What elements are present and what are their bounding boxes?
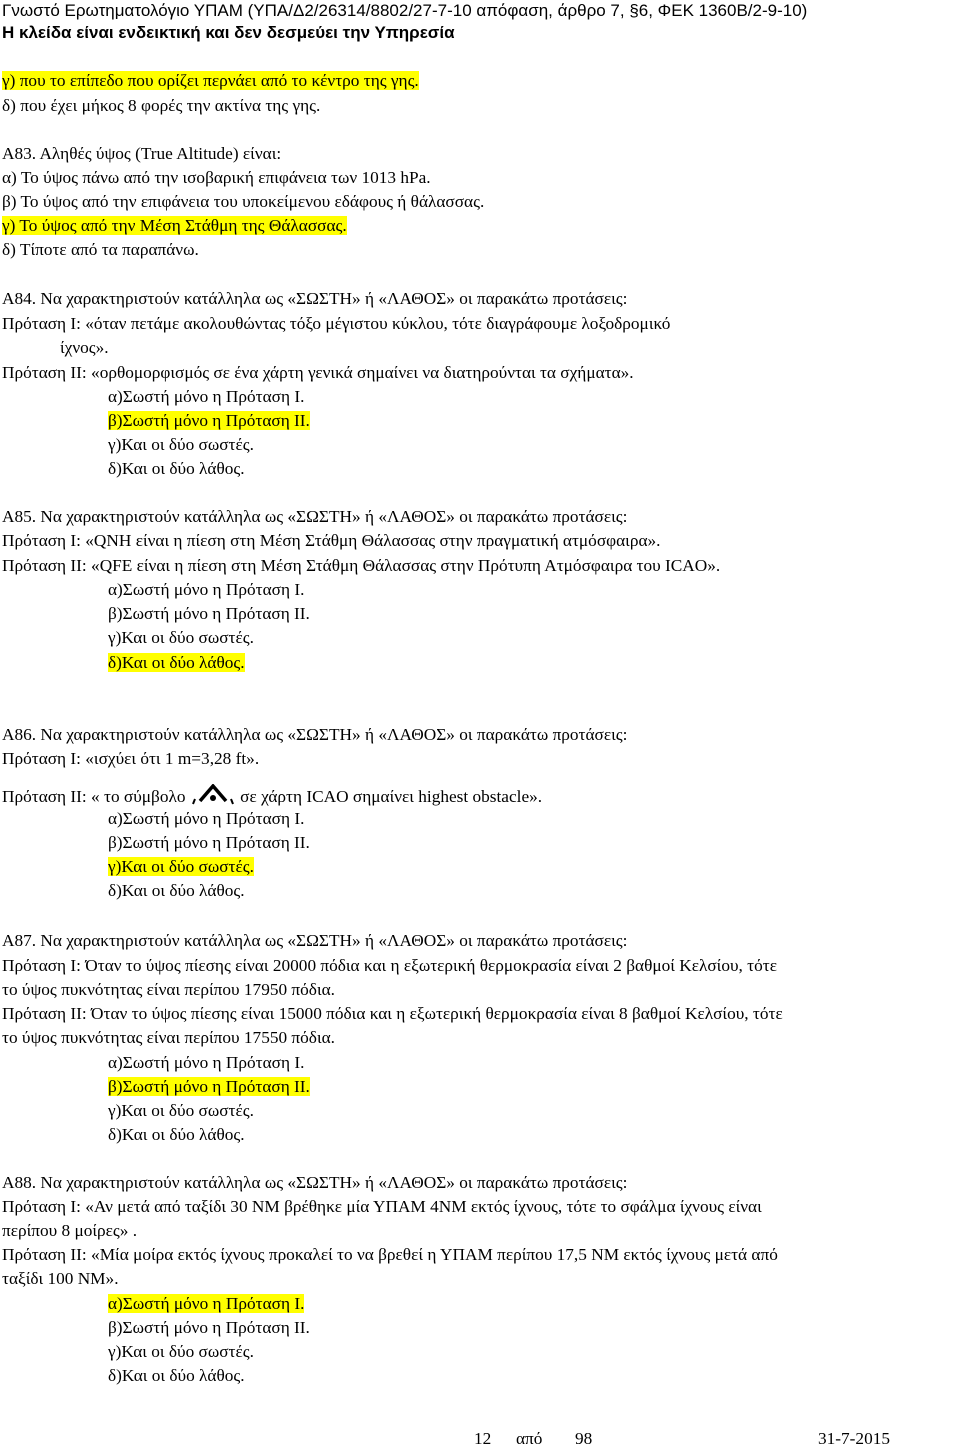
header-line-1: Γνωστό Ερωτηματολόγιο ΥΠΑΜ (ΥΠΑ/Δ2/26314/8802/27-7-10 απόφαση, άρθρο 7, §6, ΦΕΚ 1360Β/2-9-10) [2, 1, 808, 20]
a84-proposition-2: Πρόταση ΙΙ: «ορθομορφισμός σε ένα χάρτη γενικά σημαίνει να διατηρούνται τα σχήματα». [2, 363, 634, 382]
a85-proposition-1: Πρόταση Ι: «QNH είναι η πίεση στη Μέση Στάθμη Θάλασσας στην πραγματική ατμόσφαιρα». [2, 531, 661, 550]
question-a87-title: Α87. Να χαρακτηριστούν κατάλληλα ως «ΣΩΣΤΗ» ή «ΛΑΘΟΣ» οι παρακάτω προτάσεις: [2, 931, 628, 950]
a84-proposition-1: Πρόταση Ι: «όταν πετάμε ακολουθώντας τόξο μέγιστου κύκλου, τότε διαγράφουμε λοξοδρομικό [2, 314, 671, 333]
a87-proposition-1: Πρόταση Ι: Όταν το ύψος πίεσης είναι 20000 πόδια και η εξωτερική θερμοκρασία είναι 2 βαθμοί Κελσίου, τότε [2, 956, 777, 975]
a84-proposition-1-cont: ίχνος». [60, 338, 109, 357]
a85-option-b: β)Σωστή μόνο η Πρόταση ΙΙ. [108, 604, 310, 623]
a88-proposition-2: Πρόταση ΙΙ: «Μία μοίρα εκτός ίχνους προκαλεί το να βρεθεί η ΥΠΑΜ περίπου 17,5 NM εκτός ίχνους μετά από [2, 1245, 778, 1264]
a84-option-b [108, 410, 310, 432]
a86-proposition-2-end: σε χάρτη ICAO σημαίνει highest obstacle». [240, 787, 543, 806]
a85-proposition-2: Πρόταση ΙΙ: «QFE είναι η πίεση στη Μέση Στάθμη Θάλασσας στην Πρότυπη Ατμόσφαιρα του ICAO». [2, 556, 721, 575]
answer-highlight: δ)Και οι δύο λάθος. [108, 653, 245, 672]
a83-option-d: δ) Τίποτε από τα παραπάνω. [2, 240, 199, 259]
answer-highlight: γ)Και οι δύο σωστές. [108, 857, 254, 876]
a83-option-c [2, 215, 347, 237]
footer-date: 31-7-2015 [818, 1429, 890, 1448]
a85-option-a: α)Σωστή μόνο η Πρόταση Ι. [108, 580, 305, 599]
a87-option-c: γ)Και οι δύο σωστές. [108, 1101, 254, 1120]
a87-proposition-1-cont: το ύψος πυκνότητας είναι περίπου 17950 πόδια. [2, 980, 335, 999]
question-a83-title: Α83. Αληθές ύψος (True Altitude) είναι: [2, 144, 282, 163]
a86-option-b: β)Σωστή μόνο η Πρόταση ΙΙ. [108, 833, 310, 852]
a86-option-d: δ)Και οι δύο λάθος. [108, 881, 245, 900]
prev-option-d: δ) που έχει μήκος 8 φορές την ακτίνα της γης. [2, 96, 321, 115]
a88-option-d: δ)Και οι δύο λάθος. [108, 1366, 245, 1385]
page-of-label: από [516, 1429, 543, 1448]
highest-obstacle-icon [192, 784, 234, 806]
answer-highlight: γ) που το επίπεδο που ορίζει περνάει από το κέντρο της γης. [2, 71, 419, 90]
prev-option-c [2, 70, 419, 92]
answer-highlight: α)Σωστή μόνο η Πρόταση Ι. [108, 1294, 305, 1313]
question-a84-title: Α84. Να χαρακτηριστούν κατάλληλα ως «ΣΩΣΤΗ» ή «ΛΑΘΟΣ» οι παρακάτω προτάσεις: [2, 289, 628, 308]
a83-option-a: α) Το ύψος πάνω από την ισοβαρική επιφάνεια των 1013 hPa. [2, 168, 431, 187]
a86-proposition-2 [2, 784, 542, 808]
page-number: 12 [474, 1429, 492, 1448]
a88-option-b: β)Σωστή μόνο η Πρόταση ΙΙ. [108, 1318, 310, 1337]
question-a88-title: Α88. Να χαρακτηριστούν κατάλληλα ως «ΣΩΣΤΗ» ή «ΛΑΘΟΣ» οι παρακάτω προτάσεις: [2, 1173, 628, 1192]
a84-option-a: α)Σωστή μόνο η Πρόταση Ι. [108, 387, 305, 406]
a87-option-d: δ)Και οι δύο λάθος. [108, 1125, 245, 1144]
a86-proposition-2-start: Πρόταση ΙΙ: « το σύμβολο [2, 787, 186, 806]
a88-option-c: γ)Και οι δύο σωστές. [108, 1342, 254, 1361]
a85-option-d [108, 652, 245, 674]
a85-option-c: γ)Και οι δύο σωστές. [108, 628, 254, 647]
a88-option-a [108, 1293, 304, 1315]
a84-option-d: δ)Και οι δύο λάθος. [108, 459, 245, 478]
a86-option-a: α)Σωστή μόνο η Πρόταση Ι. [108, 809, 305, 828]
a88-proposition-2-cont: ταξίδι 100 NM». [2, 1269, 119, 1288]
a87-proposition-2: Πρόταση ΙΙ: Όταν το ύψος πίεσης είναι 15000 πόδια και η εξωτερική θερμοκρασία είναι 8 βαθμοί Κελσίου, τότε [2, 1004, 783, 1023]
answer-highlight: β)Σωστή μόνο η Πρόταση ΙΙ. [108, 411, 310, 430]
a87-option-b [108, 1076, 310, 1098]
a83-option-b: β) Το ύψος από την επιφάνεια του υποκείμενου εδάφους ή θάλασσας. [2, 192, 485, 211]
a86-option-c [108, 856, 254, 878]
question-a85-title: Α85. Να χαρακτηριστούν κατάλληλα ως «ΣΩΣΤΗ» ή «ΛΑΘΟΣ» οι παρακάτω προτάσεις: [2, 507, 628, 526]
a88-proposition-1: Πρόταση Ι: «Αν μετά από ταξίδι 30 NM βρέθηκε μία ΥΠΑΜ 4NM εκτός ίχνους, τότε το σφάλμα ίχνους είναι [2, 1197, 762, 1216]
question-a86-title: Α86. Να χαρακτηριστούν κατάλληλα ως «ΣΩΣΤΗ» ή «ΛΑΘΟΣ» οι παρακάτω προτάσεις: [2, 725, 628, 744]
answer-highlight: β)Σωστή μόνο η Πρόταση ΙΙ. [108, 1077, 310, 1096]
a86-proposition-1: Πρόταση Ι: «ισχύει ότι 1 m=3,28 ft». [2, 749, 260, 768]
answer-highlight: γ) Το ύψος από την Μέση Στάθμη της Θάλασσας. [2, 216, 347, 235]
a87-option-a: α)Σωστή μόνο η Πρόταση Ι. [108, 1053, 305, 1072]
a87-proposition-2-cont: το ύψος πυκνότητας είναι περίπου 17550 πόδια. [2, 1028, 335, 1047]
page-total: 98 [575, 1429, 593, 1448]
a84-option-c: γ)Και οι δύο σωστές. [108, 435, 254, 454]
header-line-2: Η κλείδα είναι ενδεικτική και δεν δεσμεύει την Υπηρεσία [2, 23, 455, 42]
a88-proposition-1-cont: περίπου 8 μοίρες» . [2, 1221, 138, 1240]
